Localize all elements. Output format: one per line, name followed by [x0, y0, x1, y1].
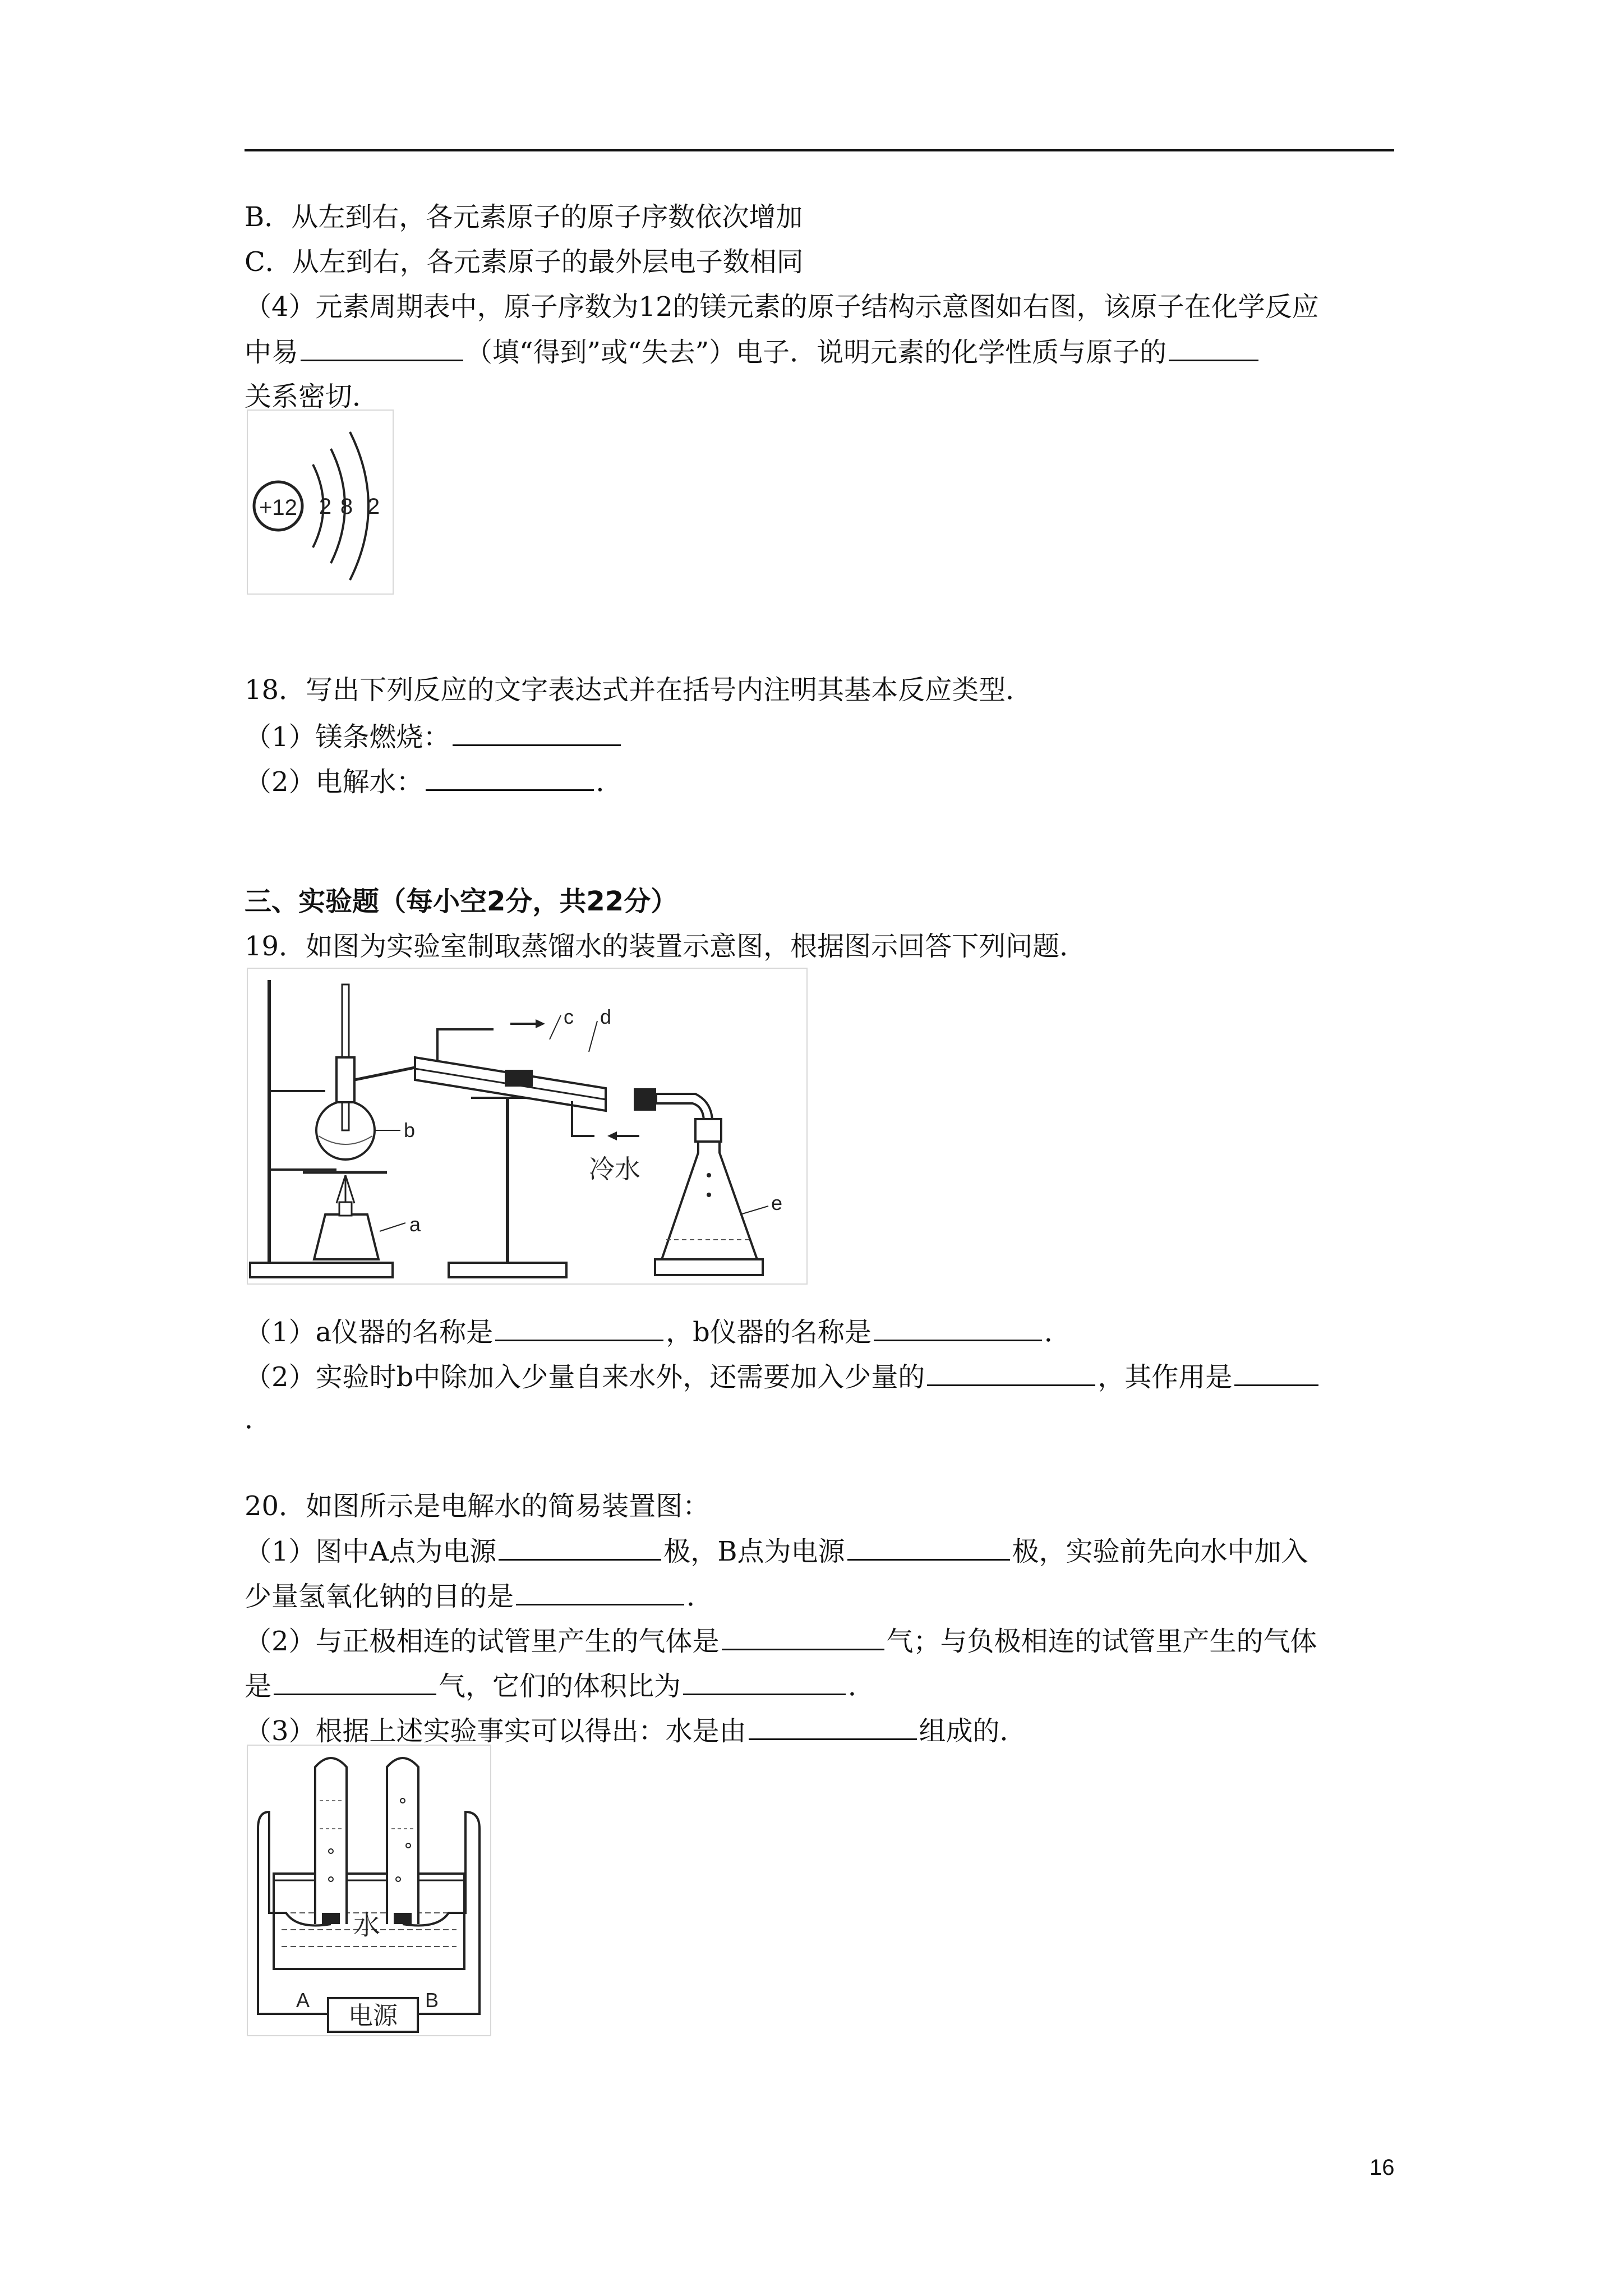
shell-2-electrons: 8 [340, 494, 353, 519]
q19-item2-end: ． [245, 1404, 272, 1435]
q17-part4-text-a: 中易 [245, 337, 299, 368]
q20-item1 [245, 1534, 1308, 1568]
conical-flask-icon [662, 1142, 757, 1259]
section-3-title: 三、实验题（每小空2分，共22分） [245, 886, 678, 917]
distillation-apparatus-figure [247, 968, 808, 1285]
flask-side-arm [354, 1068, 415, 1080]
electrolysis-figure-frame [247, 1745, 491, 2036]
answer-blank-mg-burning[interactable] [453, 720, 621, 746]
page-number: 16 [1370, 2155, 1395, 2180]
alcohol-lamp-icon [314, 1214, 379, 1259]
q20-item3-text-b: 组成的． [919, 1715, 1027, 1747]
q20-item2-text-b: 气；与负极相连的试管里产生的气体 [886, 1626, 1317, 1657]
q20-item2 [245, 1624, 1317, 1658]
label-d-pointer [589, 1021, 597, 1052]
q17-part4-line1: （4）元素周期表中，原子序数为12的镁元素的原子结构示意图如右图，该原子在化学反应 [245, 291, 1319, 323]
option-b: B．从左到右，各元素原子的原子序数依次增加 [245, 201, 803, 233]
label-c-pointer [550, 1015, 561, 1039]
q19-item2-text-a: （2）实验时b中除加入少量自来水外，还需要加入少量的 [245, 1361, 925, 1393]
outlet-arrow-head [536, 1019, 545, 1028]
q20-item2-text-a: （2）与正极相连的试管里产生的气体是 [245, 1626, 720, 1657]
q20-item1-line2 [245, 1579, 713, 1613]
answer-blank-water-composition[interactable] [749, 1714, 917, 1740]
q18-item1 [245, 720, 623, 754]
adapter-joint [634, 1088, 656, 1111]
label-cold-water: 冷水 [589, 1154, 640, 1184]
answer-blank-negative-gas[interactable] [274, 1669, 436, 1695]
flask-neck [336, 1057, 354, 1102]
q20-item2-line2-text-a: 是 [245, 1671, 272, 1702]
answer-blank-additive[interactable] [927, 1360, 1095, 1386]
condenser-clamp [505, 1070, 533, 1087]
label-point-a: A [296, 1989, 310, 2012]
answer-blank-purpose[interactable] [1234, 1360, 1318, 1386]
q20-item1-line2-text: 少量氢氧化钠的目的是 [245, 1581, 514, 1612]
q20-item1-text-a: （1）图中A点为电源 [245, 1536, 497, 1567]
label-power-supply: 电源 [348, 2002, 398, 2030]
lamp-wick [339, 1202, 352, 1216]
answer-blank-atom-property[interactable] [1169, 335, 1258, 361]
shell-3-electrons: 2 [367, 494, 380, 519]
electrolysis-apparatus-figure [247, 1745, 491, 2036]
answer-blank-pole-a[interactable] [499, 1534, 661, 1561]
q19-item1-end: ． [1044, 1317, 1071, 1348]
q19-item1-text-b: ，b仪器的名称是 [666, 1317, 872, 1348]
adapter-tube [656, 1094, 712, 1122]
q17-part4-line3: 关系密切． [245, 381, 380, 412]
q18-item2-end: ． [596, 766, 623, 798]
answer-blank-instrument-b[interactable] [874, 1315, 1042, 1341]
q20-item2-line2-end: ． [848, 1671, 875, 1702]
q20-item1-line2-end: ． [686, 1581, 714, 1612]
q20-item3-text-a: （3）根据上述实验事实可以得出：水是由 [245, 1715, 746, 1747]
q19-item2-text-b: ，其作用是 [1098, 1361, 1233, 1393]
q18-item1-text: （1）镁条燃烧： [245, 721, 450, 753]
inlet-arrow-head [607, 1131, 617, 1140]
label-e: e [771, 1191, 783, 1214]
q19-item1-text-a: （1）a仪器的名称是 [245, 1317, 494, 1348]
nucleus-charge: +12 [259, 495, 297, 520]
flask-stopper [695, 1119, 721, 1142]
q20-item1-text-c: 极，实验前先向水中加入 [1012, 1536, 1308, 1567]
test-tube-left [315, 1758, 347, 1924]
q18-stem: 18．写出下列反应的文字表达式并在括号内注明其基本反应类型． [245, 674, 1033, 706]
shell-1-electrons: 2 [319, 494, 332, 519]
droplet-2 [707, 1193, 711, 1197]
label-point-b: B [425, 1989, 439, 2012]
label-e-pointer [740, 1206, 768, 1214]
magnesium-atom-diagram [247, 409, 394, 595]
distillation-figure-frame [247, 968, 807, 1284]
q20-item1-text-b: 极，B点为电源 [663, 1536, 845, 1567]
label-b: b [404, 1119, 416, 1142]
q20-stem: 20．如图所示是电解水的简易装置图： [245, 1490, 710, 1522]
label-a-pointer [380, 1223, 405, 1231]
q20-item2-line2 [245, 1669, 875, 1703]
answer-blank-pole-b[interactable] [847, 1534, 1010, 1561]
q19-stem: 19．如图为实验室制取蒸馏水的装置示意图，根据图示回答下列问题． [245, 931, 1087, 962]
electrode-right [394, 1913, 412, 1924]
q20-item3 [245, 1714, 1027, 1748]
q17-part4-line2 [245, 335, 1261, 369]
option-c: C．从左到右，各元素原子的最外层电子数相同 [245, 246, 804, 278]
answer-blank-instrument-a[interactable] [495, 1315, 663, 1341]
answer-blank-gain-lose[interactable] [301, 335, 463, 361]
flask-liquid-line [319, 1136, 372, 1144]
q20-item2-line2-text-b: 气，它们的体积比为 [439, 1671, 681, 1702]
header-rule [245, 149, 1394, 151]
q18-item2 [245, 765, 623, 799]
stand-base-1 [250, 1263, 393, 1277]
droplet-1 [707, 1173, 711, 1177]
q18-item2-text: （2）电解水： [245, 766, 423, 798]
q17-part4-text-b: （填“得到”或“失去”）电子．说明元素的化学性质与原子的 [465, 337, 1167, 368]
label-d: d [600, 1005, 612, 1028]
electrode-left [322, 1913, 340, 1924]
q19-item2 [245, 1360, 1321, 1394]
stand-base-2 [449, 1263, 566, 1277]
answer-blank-electrolysis[interactable] [426, 765, 594, 791]
label-a: a [409, 1213, 421, 1236]
label-water: 水 [353, 1911, 381, 1940]
flask-base [655, 1259, 763, 1275]
answer-blank-volume-ratio[interactable] [683, 1669, 846, 1695]
answer-blank-positive-gas[interactable] [722, 1624, 884, 1650]
answer-blank-naoh-purpose[interactable] [516, 1579, 684, 1605]
q19-item1 [245, 1315, 1071, 1349]
water-outlet-tube [437, 1029, 494, 1062]
label-c: c [564, 1005, 574, 1028]
test-tube-right [387, 1758, 418, 1924]
